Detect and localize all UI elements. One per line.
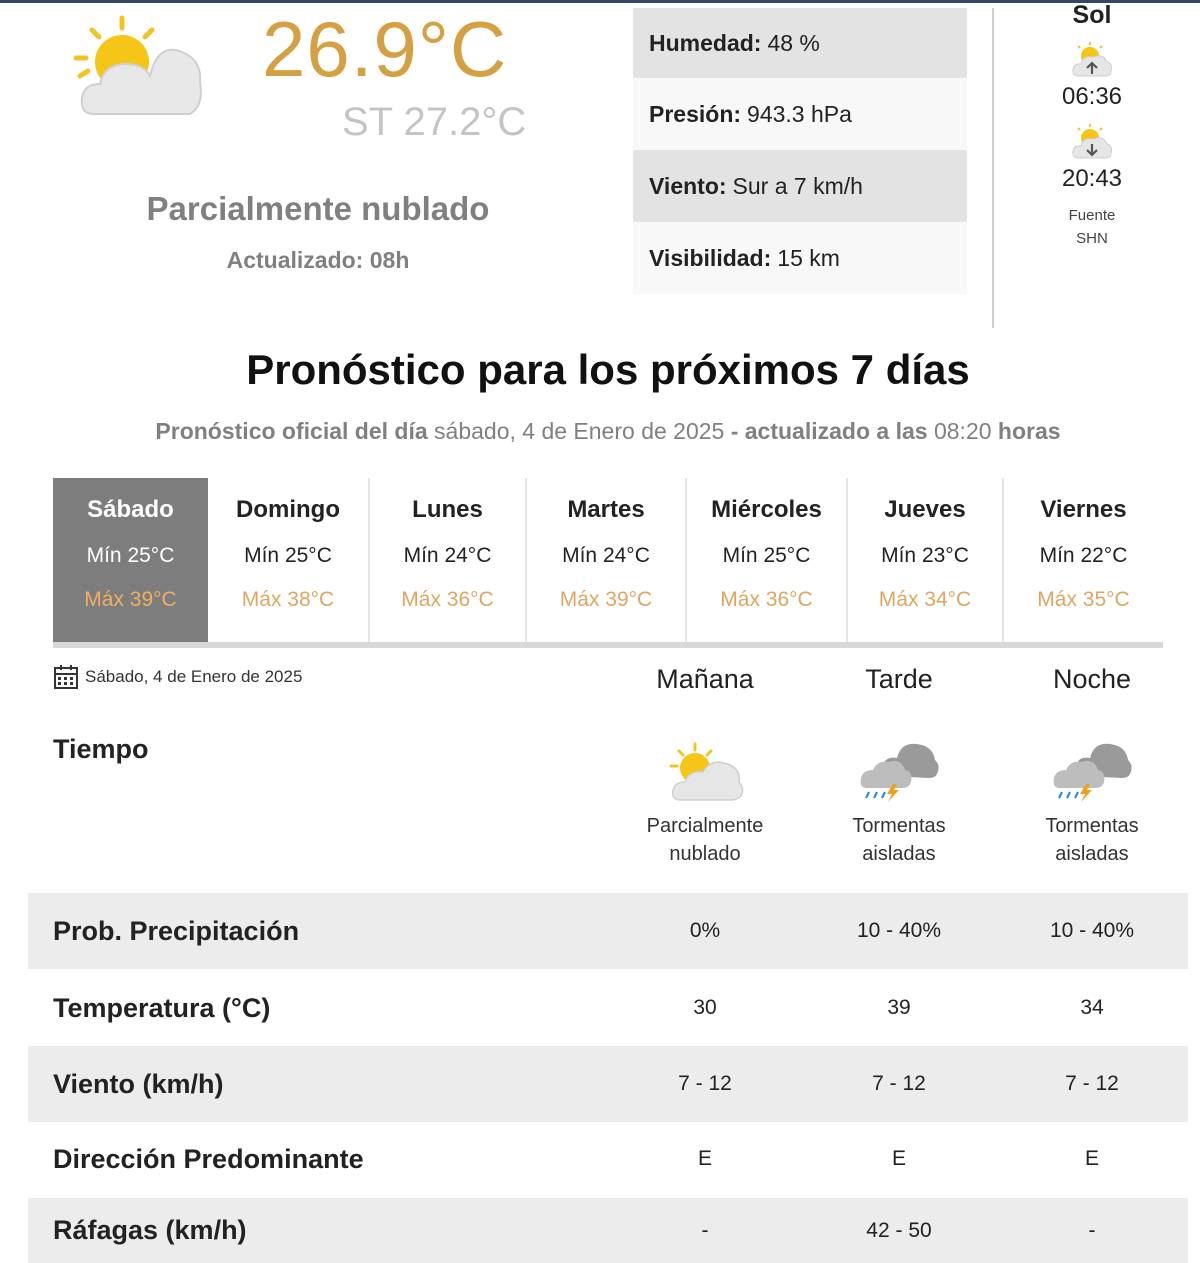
thunderstorm-icon (1052, 736, 1132, 802)
partly-cloudy-icon (667, 740, 747, 806)
tab-viernes[interactable]: Viernes Mín 22°C Máx 35°C (1037, 496, 1130, 611)
tab-miercoles[interactable]: Miércoles Mín 25°C Máx 36°C (687, 478, 848, 642)
partly-cloudy-icon (70, 14, 210, 124)
updated-time: Actualizado: 08h (226, 247, 410, 273)
source-note: Fuente SHN (1068, 207, 1116, 247)
period-header-noche: Noche (1052, 664, 1132, 694)
feels-like-temperature: ST 27.2°C (342, 100, 527, 144)
vertical-divider (992, 8, 994, 328)
row-direccion: Dirección Predominante E E E (53, 1143, 1099, 1174)
tab-martes[interactable]: Martes Mín 24°C Máx 39°C (527, 478, 687, 642)
condition-noche: Tormentas aisladas (1045, 815, 1139, 865)
stat-visibility: Visibilidad: 15 km (633, 222, 967, 294)
sun-panel (1040, 0, 1144, 250)
condition-manana: Parcialmente nublado (646, 815, 764, 865)
tab-lunes[interactable]: Lunes Mín 24°C Máx 36°C (370, 478, 527, 642)
row-rafagas: Ráfagas (km/h) - 42 - 50 - (28, 1198, 1188, 1263)
row-temperatura: Temperatura (°C) 30 39 34 (53, 992, 1104, 1023)
current-temperature: 26.9°C (262, 5, 508, 93)
row-prob-precipitacion: Prob. Precipitación 0% 10 - 40% 10 - 40% (28, 893, 1188, 969)
tab-jueves[interactable]: Jueves Mín 23°C Máx 34°C (848, 478, 1004, 642)
sunset-icon (1070, 122, 1114, 164)
tab-domingo[interactable]: Domingo Mín 25°C Máx 38°C (208, 478, 370, 642)
forecast-title: Pronóstico para los próximos 7 días (246, 346, 970, 393)
condition-tarde: Tormentas aisladas (852, 815, 946, 865)
current-stats-panel (633, 8, 967, 294)
stat-wind: Viento: Sur a 7 km/h (633, 150, 967, 222)
top-border (0, 0, 1200, 3)
stat-humidity: Humedad: 48 % (633, 8, 967, 78)
sun-title: Sol (1072, 1, 1112, 29)
forecast-subtitle: Pronóstico oficial del día sábado, 4 de Enero de 2025 - actualizado a las 08:20 horas (155, 418, 1061, 444)
day-tabs (53, 478, 1163, 648)
sunrise-icon (1070, 40, 1114, 82)
row-viento: Viento (km/h) 7 - 12 7 - 12 7 - 12 (28, 1046, 1188, 1122)
tab-sabado[interactable]: Sábado Mín 25°C Máx 39°C (53, 478, 208, 642)
current-condition: Parcialmente nublado (146, 190, 490, 227)
thunderstorm-icon (859, 736, 939, 802)
selected-date: Sábado, 4 de Enero de 2025 (53, 664, 302, 690)
tiempo-label: Tiempo (53, 734, 149, 764)
sunrise-time: 06:36 (1061, 83, 1123, 110)
sunset-time: 20:43 (1061, 165, 1123, 192)
period-header-tarde: Tarde (865, 664, 933, 694)
period-header-manana: Mañana (656, 664, 754, 694)
calendar-icon (53, 664, 79, 690)
stat-pressure: Presión: 943.3 hPa (633, 78, 967, 150)
